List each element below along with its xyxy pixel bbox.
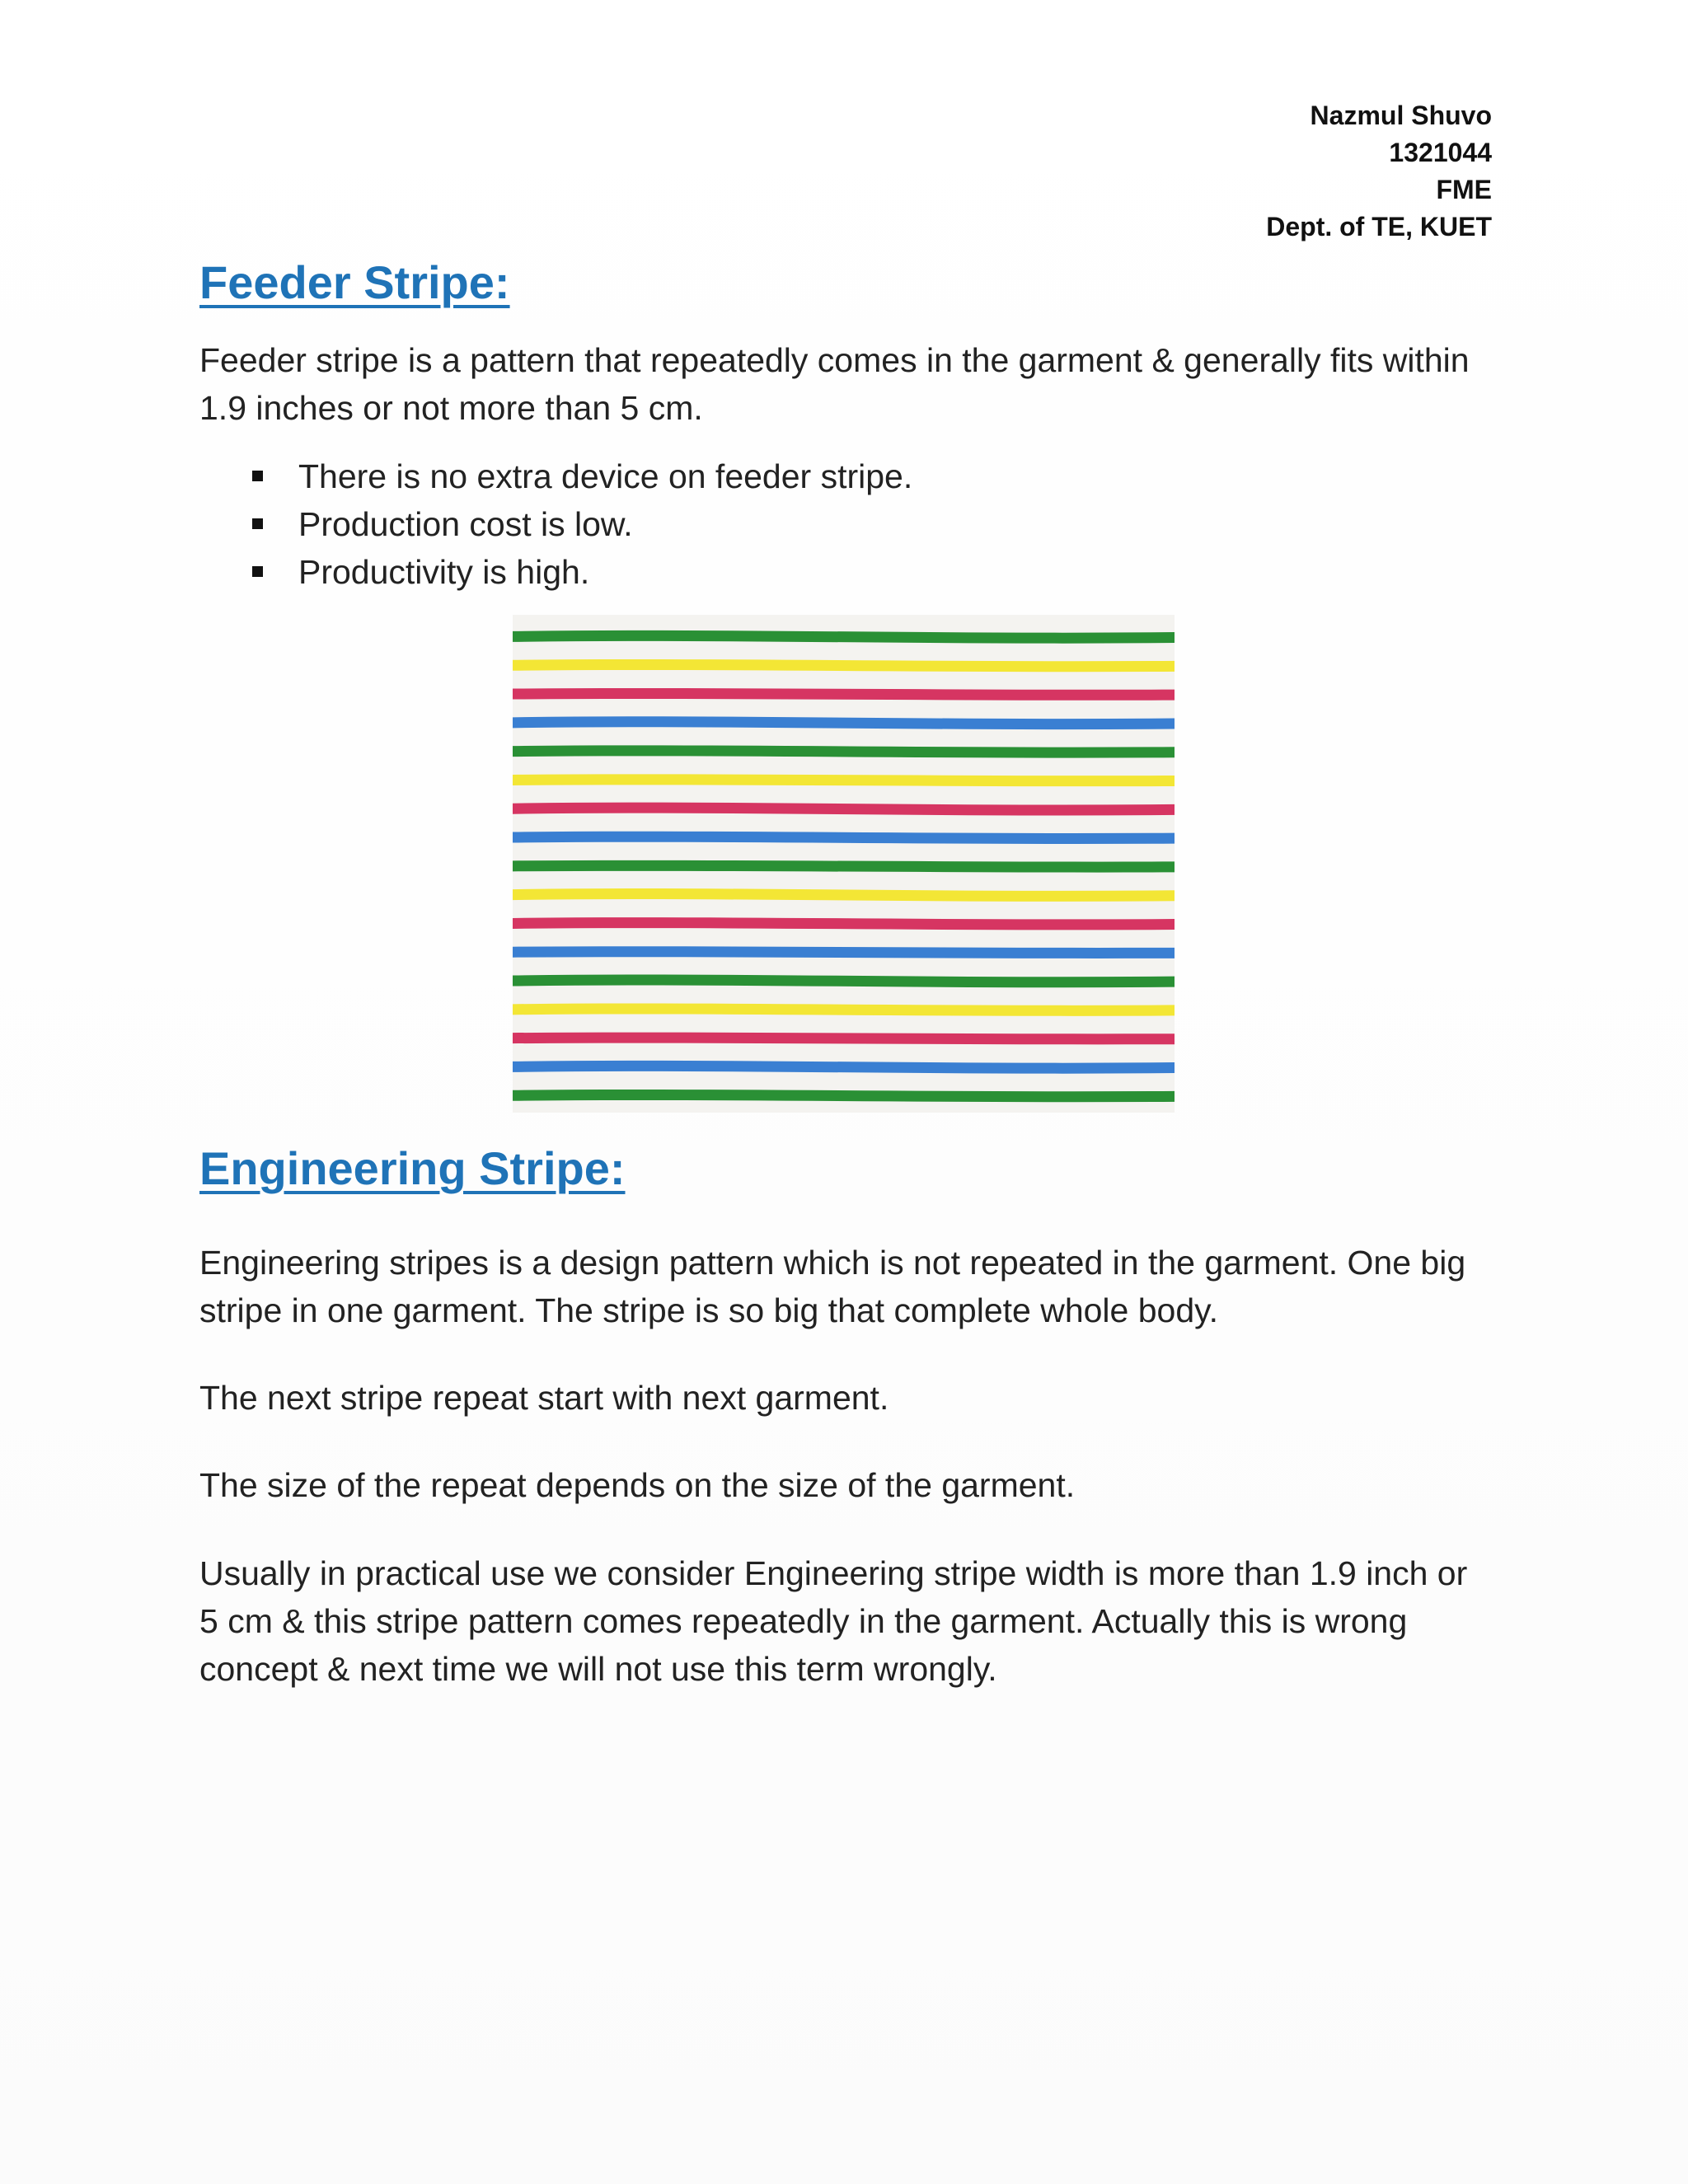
square-bullet-icon [252,566,263,577]
striped-fabric-image [513,615,1175,1113]
engineering-paragraph-1: Engineering stripes is a design pattern which is not repeated in the garment. One big stripe in one garment. The stripe is so big that complete whole body. [199,1244,1466,1329]
feeder-stripe-heading: Feeder Stripe: [199,256,510,308]
author-section: FME [1436,175,1492,204]
fabric-stripe [513,832,1175,844]
fabric-stripe [513,745,1175,757]
engineering-paragraph-2: The next stripe repeat start with next garment. [199,1379,889,1417]
bullet-text: Productivity is high. [298,553,590,591]
fabric-stripe [513,1004,1175,1016]
author-department: Dept. of TE, KUET [1266,212,1492,241]
square-bullet-icon [252,518,263,529]
striped-fabric-photo [513,615,1175,1113]
square-bullet-icon [252,471,263,481]
list-item [199,452,912,500]
feeder-bullet-list [199,452,912,596]
engineering-stripe-heading: Engineering Stripe: [199,1142,626,1194]
feeder-stripe-paragraph: Feeder stripe is a pattern that repeatedly comes in the garment & generally fits within 1.9 inches or not more than 5 cm. [199,341,1470,427]
list-item [199,500,912,548]
engineering-paragraph-3: The size of the repeat depends on the size of the garment. [199,1466,1076,1504]
author-roll: 1321044 [1389,138,1492,167]
author-block [1266,97,1492,246]
fabric-stripe [513,659,1175,672]
fabric-stripe [513,774,1175,786]
fabric-stripe [513,946,1175,958]
list-item [199,548,912,596]
fabric-stripe [513,1090,1175,1102]
fabric-stripe [513,917,1175,930]
fabric-stripe [513,860,1175,873]
engineering-paragraph-4: Usually in practical use we consider Engineering stripe width is more than 1.9 inch or 5 cm & this stripe pattern comes repeatedly in the garment. Actually this is wrong concept & next time we will not use this term wrongly. [199,1554,1468,1688]
bullet-text: Production cost is low. [298,505,633,543]
bullet-text: There is no extra device on feeder stripe. [298,457,913,495]
fabric-stripe [513,1033,1175,1045]
fabric-stripe [513,688,1175,701]
author-name: Nazmul Shuvo [1310,101,1492,130]
